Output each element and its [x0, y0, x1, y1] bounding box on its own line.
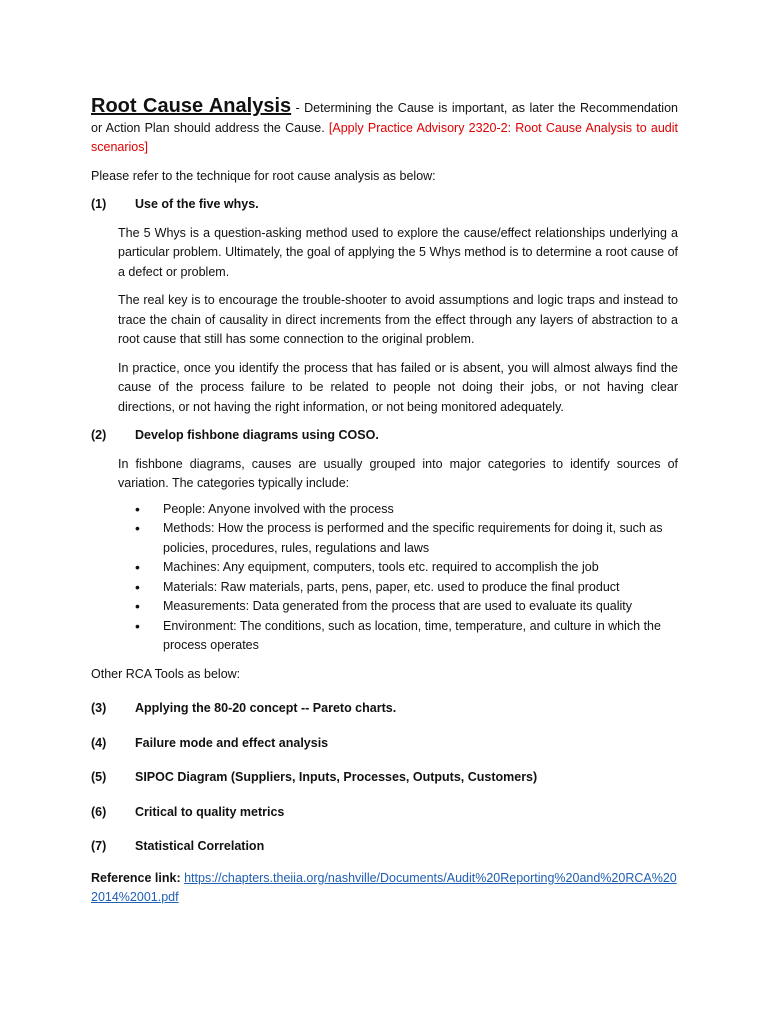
- tool-number: (7): [91, 839, 107, 853]
- section-1-title: Use of the five whys.: [135, 197, 259, 211]
- section-1-heading: [91, 195, 678, 215]
- section-1-paragraph-3: In practice, once you identify the process that has failed or is absent, you will almost always find the cause of the process failure to be related to people not doing their jobs, or not having clear directions, or not having the right information, or not being monitored adequately.: [118, 360, 678, 414]
- tool-number: (4): [91, 735, 107, 750]
- advisory-note: [Apply Practice Advisory 2320-2: Root Cause Analysis to audit scenarios]: [91, 120, 678, 154]
- reference-link[interactable]: https://chapters.theiia.org/nashville/Documents/Audit%20Reporting%20and%20RCA%202014%2001.pdf: [91, 870, 677, 904]
- document-content: [91, 94, 678, 908]
- refer-text: Please refer to the technique for root cause analysis as below:: [91, 168, 436, 183]
- tool-item-6: [91, 803, 678, 823]
- page-title: Root Cause Analysis: [91, 95, 292, 117]
- tool-label: SIPOC Diagram (Suppliers, Inputs, Processes, Outputs, Customers): [135, 770, 538, 784]
- tool-item-3: [91, 699, 678, 719]
- list-item: • Materials: Raw materials, parts, pens, paper, etc. used to produce the final product: [135, 578, 678, 598]
- tool-number: (5): [91, 770, 107, 784]
- section-2-body: [118, 455, 678, 494]
- tool-label: Statistical Correlation: [135, 839, 265, 853]
- tool-item-5: [91, 768, 678, 788]
- tool-number: (6): [91, 804, 107, 819]
- section-2-number: (2): [91, 428, 107, 442]
- reference-paragraph: [91, 869, 678, 908]
- section-1-paragraph-2: The real key is to encourage the trouble-shooter to avoid assumptions and logic traps and instead to trace the chain of causality in direct increments from the effect through any layers of abstraction to a root cause that still has some connection to the original problem.: [118, 293, 678, 346]
- list-item: • Environment: The conditions, such as location, time, temperature, and culture in which the process operates: [135, 617, 678, 656]
- list-item: • Methods: How the process is performed and the specific requirements for doing it, such as policies, procedures, rules, regulations and laws: [135, 519, 678, 558]
- section-2-heading: [91, 426, 678, 446]
- list-item: • People: Anyone involved with the process: [135, 500, 678, 520]
- section-2-paragraph-1: In fishbone diagrams, causes are usually grouped into major categories to identify sources of variation. The categories typically include:: [118, 456, 678, 490]
- category-list: [91, 500, 678, 656]
- section-2-title: Develop fishbone diagrams using COSO.: [135, 428, 379, 442]
- tool-number: (3): [91, 701, 107, 715]
- section-1-body: [118, 224, 678, 418]
- heading-intro: - Determining the Cause is important, as later the Recommendation or Action Plan should address the Cause.: [91, 101, 678, 135]
- tool-label: Applying the 80-20 concept -- Pareto charts.: [135, 701, 397, 715]
- section-1-number: (1): [91, 197, 107, 211]
- list-item: • Machines: Any equipment, computers, tools etc. required to accomplish the job: [135, 558, 678, 578]
- section-1-paragraph-1: The 5 Whys is a question-asking method used to explore the cause/effect relationships underlying a particular problem. Ultimately, the goal of applying the 5 Whys method is to determine a root cause of a defect or problem.: [118, 225, 678, 279]
- reference-label: Reference link:: [91, 870, 185, 885]
- tool-label: Failure mode and effect analysis: [135, 735, 329, 750]
- list-item: • Measurements: Data generated from the process that are used to evaluate its quality: [135, 597, 678, 617]
- tool-label: Critical to quality metrics: [135, 804, 285, 819]
- tool-item-7: [91, 837, 678, 857]
- heading-paragraph: [91, 94, 678, 158]
- tool-item-4: [91, 734, 678, 754]
- other-tools-text: Other RCA Tools as below:: [91, 666, 241, 681]
